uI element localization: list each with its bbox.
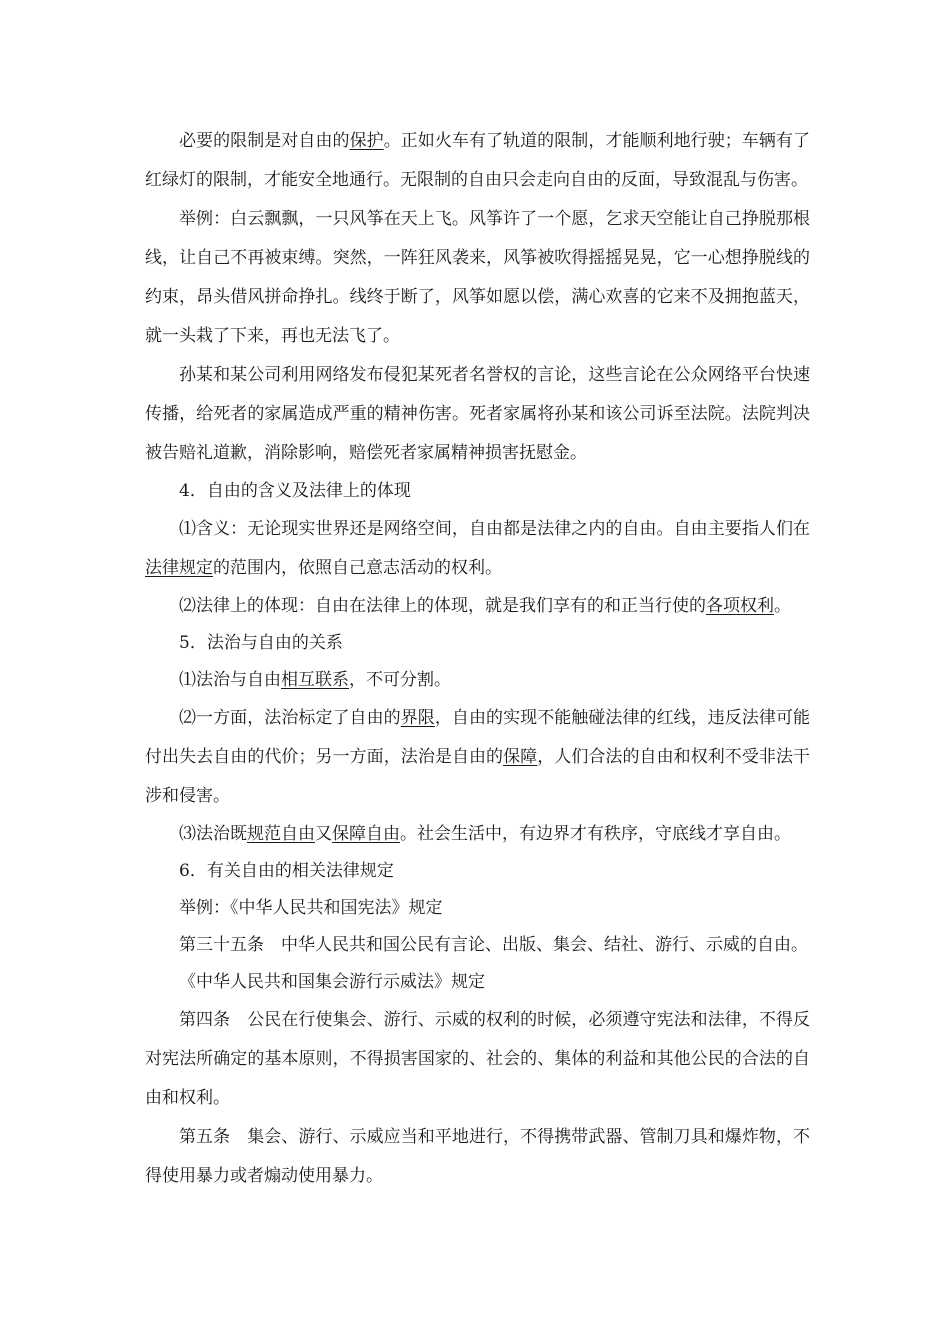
text-run: 孙某和某公司利用网络发布侵犯某死者名誉权的言论，这些言论在公众网络平台快速传播，给死者的家属造成严重的精神伤害。死者家属将孙某和该公司诉至法院。法院判决被告赔礼道歉，消除影响，赔偿死者家属精神损害抚慰金。 — [145, 365, 810, 463]
paragraph-necessary-limits — [145, 122, 810, 200]
text-run: 第四条 公民在行使集会、游行、示威的权利的时候，必须遵守宪法和法律，不得反对宪法所确定的基本原则，不得损害国家的、社会的、集体的利益和其他公民的合法的自由和权利。 — [145, 1010, 810, 1108]
underlined-term: 相互联系 — [281, 670, 349, 690]
underlined-term: 法律规定 — [145, 558, 213, 578]
underlined-term: 各项权利 — [706, 596, 774, 616]
paragraph-legal-embodiment — [145, 588, 810, 625]
paragraph-assembly-law-title — [145, 964, 810, 1001]
paragraph-relation-2 — [145, 699, 810, 816]
text-run: ⑵一方面，法治标定了自由的 — [179, 708, 401, 728]
paragraph-meaning — [145, 510, 810, 588]
text-run: 5．法治与自由的关系 — [179, 633, 343, 653]
text-run: ，人们合法的自由和权利不受非法干涉和侵害。 — [145, 747, 811, 806]
text-run: ⑵法律上的体现：自由在法律上的体现，就是我们享有的和正当行使的 — [179, 596, 706, 616]
text-run: ⑴法治与自由 — [179, 670, 281, 690]
paragraph-relation-1 — [145, 662, 810, 699]
text-run: 的范围内，依照自己意志活动的权利。 — [213, 558, 502, 578]
text-run: 第三十五条 中华人民共和国公民有言论、出版、集会、结社、游行、示威的自由。 — [179, 935, 808, 955]
paragraph-relation-3 — [145, 816, 810, 853]
paragraph-article-5 — [145, 1118, 810, 1196]
text-run: 。 — [774, 596, 791, 616]
text-run: 。正如火车有了轨道的限制，才能顺利地行驶；车辆有了红绿灯的限制，才能安全地通行。无限制的自由只会走向自由的反面，导致混乱与伤害。 — [145, 131, 811, 190]
paragraph-article-35 — [145, 927, 810, 964]
document-body — [145, 122, 810, 1196]
paragraph-kite-example — [145, 200, 810, 356]
text-run: ，不可分割。 — [349, 670, 451, 690]
text-run: ⑶法治既 — [179, 824, 247, 844]
underlined-term: 保障 — [503, 747, 538, 767]
paragraph-sun-case — [145, 356, 810, 473]
text-run: ⑴含义：无论现实世界还是网络空间，自由都是法律之内的自由。自由主要指人们在 — [179, 519, 810, 539]
paragraph-article-4 — [145, 1001, 810, 1118]
text-run: 第五条 集会、游行、示威应当和平地进行，不得携带武器、管制刀具和爆炸物，不得使用暴力或者煽动使用暴力。 — [145, 1127, 810, 1186]
text-run: 举例：《中华人民共和国宪法》规定 — [179, 898, 443, 918]
heading-section-5 — [145, 625, 810, 662]
underlined-term: 界限 — [400, 708, 435, 728]
underlined-term: 保障自由 — [332, 824, 400, 844]
paragraph-constitution-example — [145, 890, 810, 927]
text-run: ，自由的实现不能触碰法律的红线，违反法律可能付出失去自由的代价；另一方面，法治是自由的 — [145, 708, 811, 767]
text-run: 举例：白云飘飘，一只风筝在天上飞。风筝许了一个愿，乞求天空能让自己挣脱那根线，让自己不再被束缚。突然，一阵狂风袭来，风筝被吹得摇摇晃晃，它一心想挣脱线的约束，昂头借风拼命挣扎。线终于断了，风筝如愿以偿，满心欢喜的它来不及拥抱蓝天，就一头栽了下来，再也无法飞了。 — [145, 209, 810, 346]
heading-section-6 — [145, 853, 810, 890]
underlined-term: 保护 — [349, 131, 384, 151]
text-run: 。社会生活中，有边界才有秩序，守底线才享自由。 — [400, 824, 791, 844]
heading-section-4 — [145, 473, 810, 510]
text-run: 4．自由的含义及法律上的体现 — [179, 481, 411, 501]
underlined-term: 规范自由 — [247, 824, 315, 844]
text-run: 《中华人民共和国集会游行示威法》规定 — [179, 972, 485, 992]
text-run: 又 — [315, 824, 332, 844]
text-run: 6．有关自由的相关法律规定 — [179, 861, 394, 881]
text-run: 必要的限制是对自由的 — [179, 131, 350, 151]
